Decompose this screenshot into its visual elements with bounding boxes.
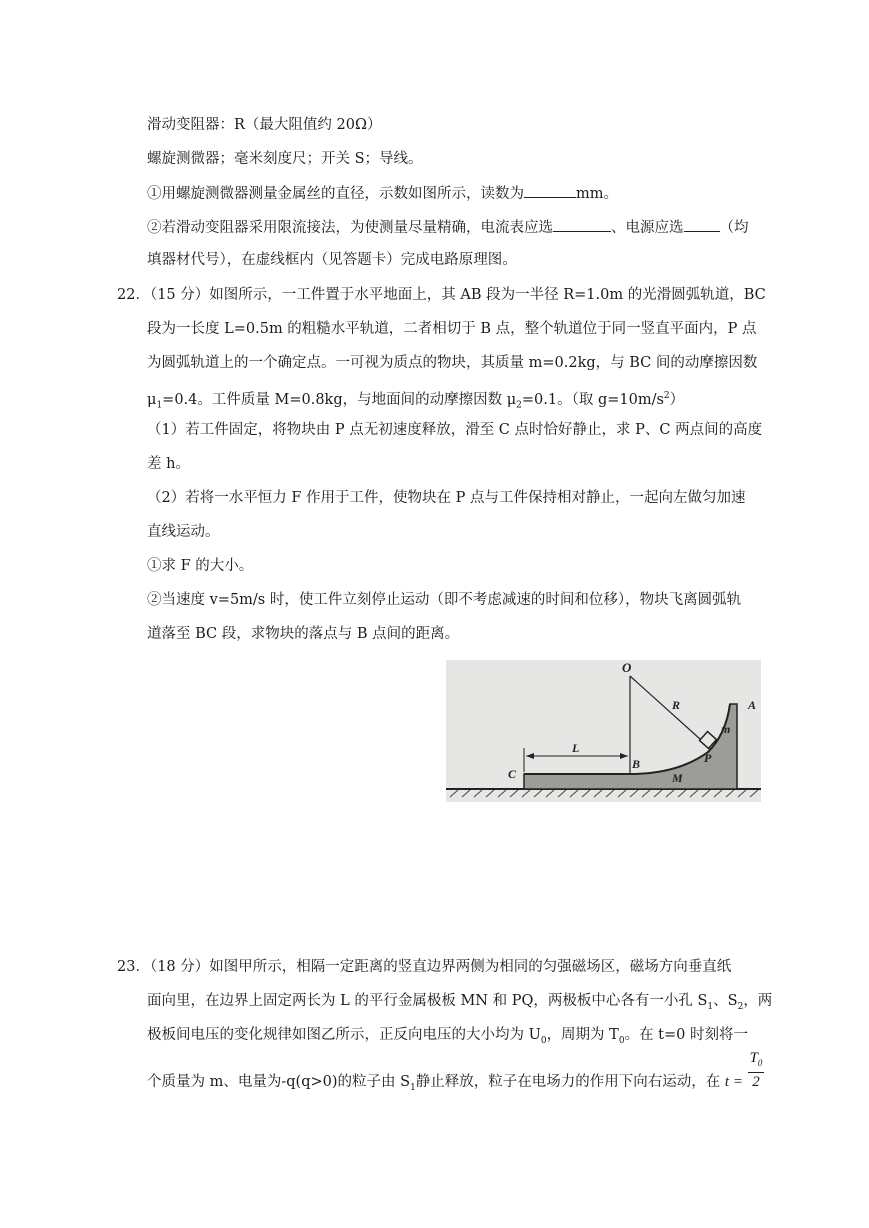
arrow-left [526, 753, 534, 759]
answer-blank[interactable] [524, 183, 576, 198]
label-C: C [508, 767, 517, 781]
radius-line [630, 676, 710, 748]
subscript: 0 [618, 1035, 625, 1046]
question-1-text: ①用螺旋测微器测量金属丝的直径，示数如图所示，读数为 [147, 186, 524, 202]
mu-symbol: μ [147, 391, 157, 408]
problem-23-line4 [147, 1050, 764, 1098]
subscript: 1 [156, 400, 163, 411]
label-R: R [672, 698, 681, 712]
problem-23-line2 [147, 991, 772, 1017]
subscript: 0 [757, 1058, 763, 1068]
label-L: L [572, 741, 580, 755]
problem-23-text: ，两 [743, 993, 773, 1009]
t-symbol: T [749, 1050, 758, 1066]
label-B: B [632, 757, 641, 771]
problem-23-text: 个质量为 m、电量为-q(q>0)的粒子由 S [147, 1074, 411, 1090]
problem-23-text: ，周期为 T [546, 1027, 619, 1043]
question-2-end: （均 [719, 220, 749, 236]
sub-question-2-line1: （2）若将一水平恒力 F 作用于工件，使物块在 P 点与工件保持相对静止，一起向左做匀加速 [147, 490, 746, 506]
problem-22-line1: 22．（15 分）如图所示，一工件置于水平地面上，其 AB 段为一半径 R=1.0m 的光滑圆弧轨道，BC [117, 287, 766, 303]
equipment-line: 螺旋测微器；毫米刻度尺；开关 S；导线。 [147, 151, 423, 167]
track-diagram [446, 660, 761, 802]
subscript: 2 [516, 400, 522, 411]
ground-hatching [450, 790, 758, 797]
fraction-denominator: 2 [752, 1074, 760, 1090]
problem-23-text: 面向里，在边界上固定两长为 L 的平行金属极板 MN 和 PQ，两极板中心各有一小孔 S [147, 993, 708, 1009]
rheostat-line: 滑动变阻器：R（最大阻值约 20Ω） [147, 117, 382, 133]
sub-question-2-part1: ①求 F 的大小。 [147, 558, 254, 574]
superscript: 2 [663, 391, 670, 401]
subscript: 1 [410, 1082, 416, 1093]
label-m: m [721, 722, 731, 736]
label-A: A [748, 698, 757, 712]
problem-22-line2: 段为一长度 L=0.5m 的粗糙水平轨道，二者相切于 B 点，整个轨道位于同一竖直平面内，P 点 [147, 321, 757, 337]
sub-question-1-line2: 差 h。 [147, 456, 190, 472]
problem-23-text: 静止释放，粒子在电场力的作用下向右运动，在 [415, 1074, 721, 1090]
label-P: P [704, 751, 712, 765]
question-2-text: ②若滑动变阻器采用限流接法，为使测量尽量精确，电流表应选 [147, 220, 553, 236]
answer-blank[interactable] [684, 217, 720, 232]
sub-question-2-line2: 直线运动。 [147, 524, 220, 540]
problem-22-text: =0.4。工件质量 M=0.8kg，与地面间的动摩擦因数 μ [162, 391, 517, 408]
problem-22-text: ） [669, 391, 685, 408]
subscript: 0 [540, 1035, 547, 1046]
problem-22-line4 [147, 386, 684, 416]
problem-23-text: 、S [713, 993, 738, 1009]
answer-blank[interactable] [553, 217, 611, 232]
problem-22-text: =0.1。（取 g=10m/s [521, 391, 664, 408]
arrow-right [620, 753, 628, 759]
question-1-unit: mm。 [576, 186, 618, 202]
fraction-numerator [748, 1049, 765, 1073]
subscript: 2 [737, 1001, 744, 1012]
label-O: O [622, 660, 632, 675]
question-2-mid: 、电源应选 [611, 220, 684, 236]
subscript: 1 [707, 1001, 714, 1012]
problem-22-line3: 为圆弧轨道上的一个确定点。一可视为质点的物块，其质量 m=0.2kg，与 BC 间的动摩擦因数 [147, 355, 758, 371]
time-variable: t = [724, 1074, 743, 1090]
question-2-line2: 填器材代号），在虚线框内（见答题卡）完成电路原理图。 [147, 252, 517, 268]
sub-question-2-part2-line2: 道落至 BC 段，求物块的落点与 B 点间的距离。 [147, 626, 460, 642]
problem-23-text: 。在 t=0 时刻将一 [624, 1027, 748, 1043]
sub-question-1-line1: （1）若工件固定，将物块由 P 点无初速度释放，滑至 C 点时恰好静止，求 P、C 两点间的高度 [147, 422, 763, 438]
problem-23-line3 [147, 1025, 748, 1051]
question-2 [147, 217, 749, 238]
label-M: M [672, 771, 683, 785]
sub-question-2-part2-line1: ②当速度 v=5m/s 时，使工件立刻停止运动（即不考虑减速的时间和位移），物块飞离圆弧轨 [147, 592, 742, 608]
track-figure [446, 660, 761, 802]
question-1 [147, 183, 618, 204]
problem-23-line1: 23．（18 分）如图甲所示，相隔一定距离的竖直边界两侧为相同的匀强磁场区，磁场方向垂直纸 [117, 959, 732, 975]
fraction-t0-over-2 [748, 1049, 765, 1091]
problem-23-text: 极板间电压的变化规律如图乙所示，正反向电压的大小均为 U [147, 1027, 541, 1043]
